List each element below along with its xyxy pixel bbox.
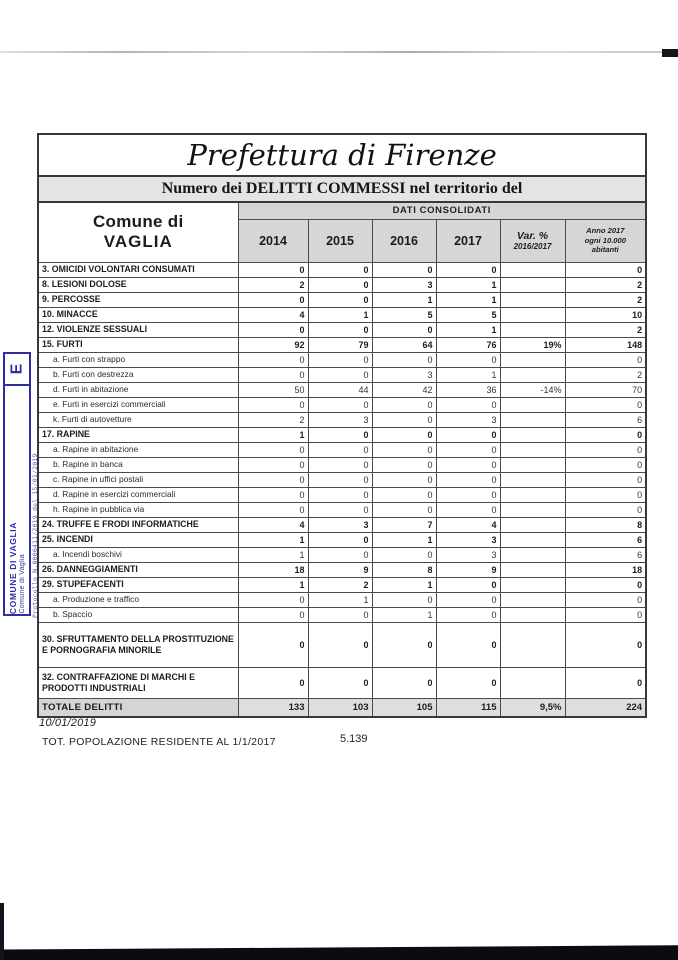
- col-2017-cell: 0: [436, 607, 500, 622]
- col-2014-cell: 0: [238, 292, 308, 307]
- col-2016-cell: 0: [372, 592, 436, 607]
- col-var-cell: [500, 307, 565, 322]
- row-label: 26. DANNEGGIAMENTI: [38, 562, 238, 577]
- col-2015-cell: 0: [308, 397, 372, 412]
- col-2014-cell: 0: [238, 262, 308, 277]
- col-2016-cell: 3: [372, 277, 436, 292]
- header-2015: 2015: [308, 219, 372, 262]
- stamp-body: [5, 386, 29, 617]
- col-rate-cell: 2: [565, 367, 646, 382]
- col-2014-cell: 2: [238, 412, 308, 427]
- col-var-cell: 19%: [500, 337, 565, 352]
- col-rate-cell: 0: [565, 592, 646, 607]
- total-rate: 224: [565, 698, 646, 717]
- col-var-cell: [500, 397, 565, 412]
- col-rate-cell: 2: [565, 292, 646, 307]
- col-var-cell: [500, 607, 565, 622]
- col-rate-cell: 0: [565, 442, 646, 457]
- total-2015: 103: [308, 698, 372, 717]
- scan-smudge-line: [0, 51, 664, 53]
- col-var-cell: [500, 487, 565, 502]
- group-header-row: [38, 202, 646, 219]
- col-2017-cell: 0: [436, 592, 500, 607]
- page-title: Prefettura di Firenze: [187, 138, 497, 172]
- col-2014-cell: 0: [238, 502, 308, 517]
- table-row: [38, 562, 646, 577]
- col-var-cell: [500, 562, 565, 577]
- col-rate-cell: 2: [565, 322, 646, 337]
- row-label: 3. OMICIDI VOLONTARI CONSUMATI: [38, 262, 238, 277]
- table-row: [38, 622, 646, 667]
- col-rate-cell: 6: [565, 412, 646, 427]
- col-2016-cell: 1: [372, 292, 436, 307]
- col-2015-cell: 3: [308, 412, 372, 427]
- table-row: [38, 292, 646, 307]
- crime-table-body: [38, 262, 646, 698]
- col-2015-cell: 0: [308, 487, 372, 502]
- col-2014-cell: 1: [238, 532, 308, 547]
- col-var-cell: [500, 442, 565, 457]
- header-2014: 2014: [238, 219, 308, 262]
- population-label: TOT. POPOLAZIONE RESIDENTE AL 1/1/2017: [42, 736, 276, 748]
- col-rate-cell: 0: [565, 487, 646, 502]
- table-row: [38, 352, 646, 367]
- total-2014: 133: [238, 698, 308, 717]
- table-row: [38, 457, 646, 472]
- row-label: b. Furti con destrezza: [38, 367, 238, 382]
- col-2014-cell: 1: [238, 427, 308, 442]
- col-2015-cell: 0: [308, 607, 372, 622]
- col-rate-cell: 0: [565, 352, 646, 367]
- col-2014-cell: 92: [238, 337, 308, 352]
- col-2015-cell: 1: [308, 592, 372, 607]
- col-rate-cell: 0: [565, 262, 646, 277]
- col-var-cell: [500, 547, 565, 562]
- table-row: [38, 427, 646, 442]
- table-row: [38, 322, 646, 337]
- col-2017-cell: 0: [436, 442, 500, 457]
- col-rate-cell: 0: [565, 622, 646, 667]
- col-rate-cell: 2: [565, 277, 646, 292]
- stamp-letter-box: [5, 354, 29, 386]
- scan-left-border: [0, 903, 4, 960]
- col-2015-cell: 0: [308, 622, 372, 667]
- table-row: [38, 367, 646, 382]
- col-var-cell: [500, 457, 565, 472]
- total-2017: 115: [436, 698, 500, 717]
- col-2015-cell: 44: [308, 382, 372, 397]
- col-2015-cell: 79: [308, 337, 372, 352]
- col-2014-cell: 18: [238, 562, 308, 577]
- col-2014-cell: 0: [238, 367, 308, 382]
- row-label: b. Rapine in banca: [38, 457, 238, 472]
- col-2017-cell: 0: [436, 667, 500, 698]
- table-row: [38, 307, 646, 322]
- col-var-cell: [500, 517, 565, 532]
- col-2016-cell: 0: [372, 442, 436, 457]
- col-rate-cell: 0: [565, 577, 646, 592]
- col-2014-cell: 0: [238, 622, 308, 667]
- col-2014-cell: 0: [238, 607, 308, 622]
- col-2017-cell: 4: [436, 517, 500, 532]
- col-2016-cell: 0: [372, 457, 436, 472]
- col-var-cell: [500, 352, 565, 367]
- col-2015-cell: 0: [308, 442, 372, 457]
- col-2014-cell: 0: [238, 667, 308, 698]
- row-label: a. Produzione e traffico: [38, 592, 238, 607]
- corner-line2: VAGLIA: [103, 232, 173, 252]
- col-var-cell: [500, 622, 565, 667]
- col-2014-cell: 50: [238, 382, 308, 397]
- col-2015-cell: 2: [308, 577, 372, 592]
- col-2017-cell: 3: [436, 547, 500, 562]
- protocol-stamp: [3, 352, 31, 616]
- col-2017-cell: 3: [436, 532, 500, 547]
- corner-header: [38, 202, 238, 262]
- col-2016-cell: 1: [372, 577, 436, 592]
- row-label: 29. STUPEFACENTI: [38, 577, 238, 592]
- stamp-org-caps: COMUNE DI VAGLIA: [8, 521, 18, 614]
- col-rate-cell: 0: [565, 427, 646, 442]
- col-2016-cell: 3: [372, 367, 436, 382]
- col-2017-cell: 0: [436, 472, 500, 487]
- col-2014-cell: 0: [238, 472, 308, 487]
- col-2016-cell: 0: [372, 412, 436, 427]
- col-2014-cell: 1: [238, 547, 308, 562]
- table-row: [38, 607, 646, 622]
- row-label: d. Furti in abitazione: [38, 382, 238, 397]
- col-var-cell: [500, 427, 565, 442]
- table-row: [38, 667, 646, 698]
- table-row: [38, 547, 646, 562]
- table-row: [38, 487, 646, 502]
- col-rate-cell: 6: [565, 532, 646, 547]
- col-2017-cell: 0: [436, 577, 500, 592]
- row-label: e. Furti in esercizi commerciali: [38, 397, 238, 412]
- col-rate-cell: 0: [565, 472, 646, 487]
- col-2015-cell: 0: [308, 292, 372, 307]
- col-2015-cell: 1: [308, 307, 372, 322]
- col-2015-cell: 0: [308, 457, 372, 472]
- col-2014-cell: 0: [238, 352, 308, 367]
- col-2017-cell: 9: [436, 562, 500, 577]
- row-label: a. Incendi boschivi: [38, 547, 238, 562]
- col-2015-cell: 0: [308, 667, 372, 698]
- col-2016-cell: 8: [372, 562, 436, 577]
- col-2017-cell: 0: [436, 352, 500, 367]
- col-2017-cell: 3: [436, 412, 500, 427]
- stamp-protocol-text: Protocollo N.0000411/2019 del 15/01/2019: [31, 453, 39, 618]
- col-rate-cell: 0: [565, 457, 646, 472]
- col-2015-cell: 0: [308, 532, 372, 547]
- col-rate-cell: 0: [565, 607, 646, 622]
- row-label: 10. MINACCE: [38, 307, 238, 322]
- col-2015-cell: 3: [308, 517, 372, 532]
- document: [37, 133, 645, 718]
- col-2014-cell: 1: [238, 577, 308, 592]
- col-rate-cell: 148: [565, 337, 646, 352]
- col-2014-cell: 0: [238, 487, 308, 502]
- col-2016-cell: 0: [372, 547, 436, 562]
- row-label: d. Rapine in esercizi commerciali: [38, 487, 238, 502]
- col-2014-cell: 0: [238, 397, 308, 412]
- col-2017-cell: 1: [436, 367, 500, 382]
- header-2016: 2016: [372, 219, 436, 262]
- col-2015-cell: 0: [308, 262, 372, 277]
- total-2016: 105: [372, 698, 436, 717]
- col-var-cell: [500, 322, 565, 337]
- col-2016-cell: 0: [372, 322, 436, 337]
- row-label: k. Furti di autovetture: [38, 412, 238, 427]
- col-var-cell: [500, 412, 565, 427]
- col-2016-cell: 5: [372, 307, 436, 322]
- col-var-cell: [500, 262, 565, 277]
- row-label: 15. FURTI: [38, 337, 238, 352]
- col-2017-cell: 1: [436, 277, 500, 292]
- col-2017-cell: 0: [436, 487, 500, 502]
- col-2017-cell: 0: [436, 622, 500, 667]
- col-2017-cell: 0: [436, 427, 500, 442]
- table-row: [38, 277, 646, 292]
- row-label: 25. INCENDI: [38, 532, 238, 547]
- col-var-cell: [500, 472, 565, 487]
- col-var-cell: [500, 367, 565, 382]
- col-2017-cell: 0: [436, 502, 500, 517]
- col-2014-cell: 4: [238, 517, 308, 532]
- col-2015-cell: 9: [308, 562, 372, 577]
- total-variation: 9,5%: [500, 698, 565, 717]
- total-label: TOTALE DELITTI: [38, 698, 238, 717]
- table-row: [38, 262, 646, 277]
- col-2014-cell: 0: [238, 322, 308, 337]
- title-row: [38, 134, 646, 176]
- row-label: c. Rapine in uffici postali: [38, 472, 238, 487]
- col-2016-cell: 0: [372, 472, 436, 487]
- col-var-cell: [500, 532, 565, 547]
- table-row: [38, 382, 646, 397]
- col-2014-cell: 0: [238, 592, 308, 607]
- col-2016-cell: 1: [372, 532, 436, 547]
- col-var-cell: [500, 592, 565, 607]
- header-rate: Anno 2017 ogni 10.000 abitanti: [565, 219, 646, 262]
- table-row: [38, 517, 646, 532]
- row-label: 17. RAPINE: [38, 427, 238, 442]
- col-var-cell: [500, 277, 565, 292]
- row-label: 30. SFRUTTAMENTO DELLA PROSTITUZIONE E PORNOGRAFIA MINORILE: [38, 622, 238, 667]
- col-2016-cell: 64: [372, 337, 436, 352]
- col-2016-cell: 0: [372, 487, 436, 502]
- col-var-cell: [500, 577, 565, 592]
- total-row: [38, 698, 646, 717]
- col-2016-cell: 0: [372, 667, 436, 698]
- row-label: a. Furti con strappo: [38, 352, 238, 367]
- group-header: DATI CONSOLIDATI: [238, 202, 646, 219]
- corner-line1: Comune di: [92, 212, 184, 232]
- col-rate-cell: 0: [565, 502, 646, 517]
- col-2016-cell: 0: [372, 622, 436, 667]
- row-label: 32. CONTRAFFAZIONE DI MARCHI E PRODOTTI INDUSTRIALI: [38, 667, 238, 698]
- crime-statistics-table: [37, 133, 647, 718]
- row-label: 8. LESIONI DOLOSE: [38, 277, 238, 292]
- table-row: [38, 397, 646, 412]
- col-rate-cell: 8: [565, 517, 646, 532]
- col-2015-cell: 0: [308, 427, 372, 442]
- page-subtitle: Numero dei DELITTI COMMESSI nel territorio del: [161, 180, 523, 197]
- col-2016-cell: 0: [372, 502, 436, 517]
- table-row: [38, 592, 646, 607]
- table-row: [38, 412, 646, 427]
- row-label: h. Rapine in pubblica via: [38, 502, 238, 517]
- row-label: a. Rapine in abitazione: [38, 442, 238, 457]
- table-row: [38, 577, 646, 592]
- table-row: [38, 532, 646, 547]
- population-value: 5.139: [340, 733, 368, 745]
- col-var-cell: [500, 667, 565, 698]
- col-2016-cell: 42: [372, 382, 436, 397]
- col-2016-cell: 0: [372, 262, 436, 277]
- col-2017-cell: 0: [436, 262, 500, 277]
- col-2017-cell: 1: [436, 322, 500, 337]
- col-2015-cell: 0: [308, 367, 372, 382]
- col-2015-cell: 0: [308, 352, 372, 367]
- col-2017-cell: 36: [436, 382, 500, 397]
- col-2017-cell: 0: [436, 457, 500, 472]
- col-var-cell: [500, 292, 565, 307]
- row-label: 9. PERCOSSE: [38, 292, 238, 307]
- table-row: [38, 472, 646, 487]
- row-label: b. Spaccio: [38, 607, 238, 622]
- col-2015-cell: 0: [308, 277, 372, 292]
- stamp-org-name: Comune di Vaglia: [19, 554, 26, 614]
- col-2017-cell: 1: [436, 292, 500, 307]
- scan-edge-mark: [662, 49, 678, 57]
- col-rate-cell: 6: [565, 547, 646, 562]
- col-2017-cell: 76: [436, 337, 500, 352]
- col-2014-cell: 0: [238, 442, 308, 457]
- col-2015-cell: 0: [308, 322, 372, 337]
- scan-bottom-border: [0, 942, 678, 960]
- table-row: [38, 502, 646, 517]
- stamp-letter: E: [7, 363, 25, 375]
- col-rate-cell: 10: [565, 307, 646, 322]
- row-label: 24. TRUFFE E FRODI INFORMATICHE: [38, 517, 238, 532]
- col-rate-cell: 18: [565, 562, 646, 577]
- header-2017: 2017: [436, 219, 500, 262]
- col-2014-cell: 4: [238, 307, 308, 322]
- col-2015-cell: 0: [308, 472, 372, 487]
- col-rate-cell: 0: [565, 667, 646, 698]
- col-rate-cell: 0: [565, 397, 646, 412]
- col-var-cell: [500, 502, 565, 517]
- col-2017-cell: 5: [436, 307, 500, 322]
- col-2017-cell: 0: [436, 397, 500, 412]
- col-2016-cell: 0: [372, 352, 436, 367]
- col-2016-cell: 0: [372, 427, 436, 442]
- col-2016-cell: 7: [372, 517, 436, 532]
- col-var-cell: -14%: [500, 382, 565, 397]
- row-label: 12. VIOLENZE SESSUALI: [38, 322, 238, 337]
- col-2015-cell: 0: [308, 502, 372, 517]
- document-date: 10/01/2019: [39, 717, 97, 729]
- subtitle-row: [38, 176, 646, 202]
- col-2014-cell: 0: [238, 457, 308, 472]
- table-row: [38, 442, 646, 457]
- header-variation: Var. % 2016/2017: [500, 219, 565, 262]
- col-2016-cell: 0: [372, 397, 436, 412]
- col-2015-cell: 0: [308, 547, 372, 562]
- table-row: [38, 337, 646, 352]
- col-2016-cell: 1: [372, 607, 436, 622]
- col-rate-cell: 70: [565, 382, 646, 397]
- col-2014-cell: 2: [238, 277, 308, 292]
